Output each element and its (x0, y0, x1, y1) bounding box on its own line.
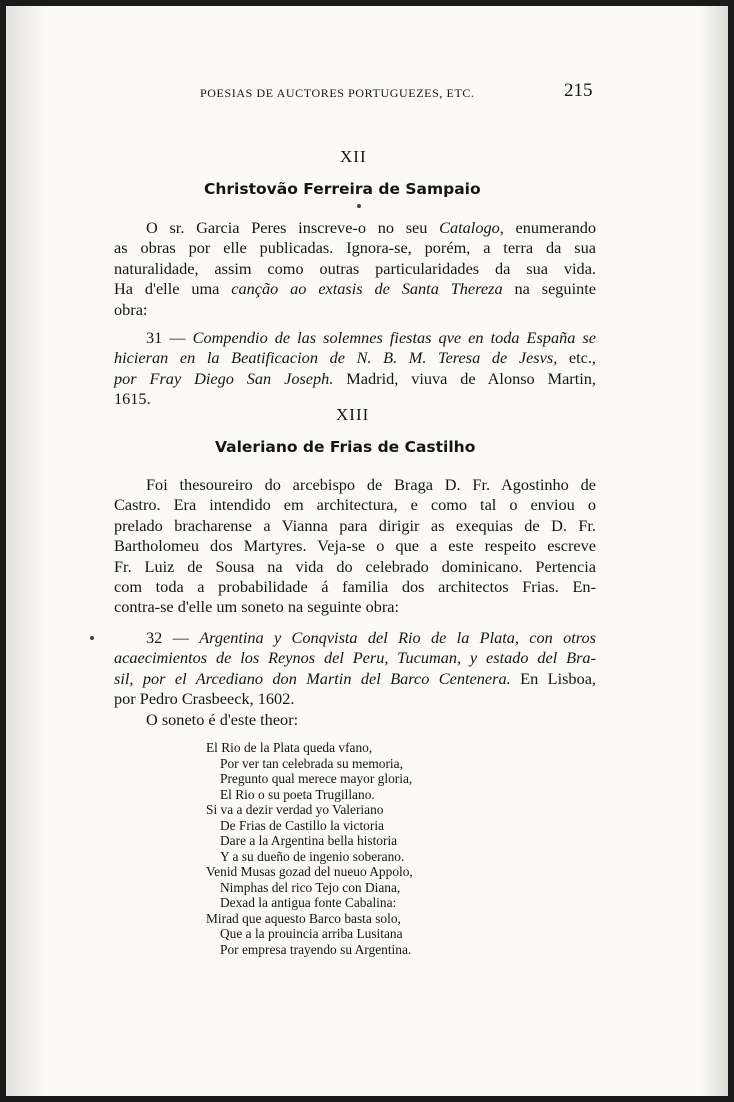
sonnet (206, 740, 413, 957)
margin-mark (90, 636, 94, 640)
sonnet-line: Mirad que aquesto Barco basta solo, (206, 910, 401, 926)
paragraph-line: obra: (114, 299, 148, 319)
section-title-sampaio: Christovão Ferreira de Sampaio (204, 180, 481, 198)
page-number: 215 (564, 80, 593, 101)
paragraph-line: Foi thesoureiro do arcebispo de Braga D. Fr. Agostinho de (146, 475, 596, 494)
sonnet-intro: O soneto é d'este theor: (146, 709, 299, 729)
paragraph-line: contra-se d'elle um soneto na seguinte obra: (114, 597, 400, 617)
section-numeral-xii: XII (340, 147, 367, 166)
sonnet-line: Si va a dezir verdad yo Valeriano (206, 802, 384, 817)
paragraph-line: Ha d'elle uma canção ao extasis de Santa Thereza na seguinte (114, 279, 596, 299)
entry-line: acaecimientos de los Reynos del Peru, Tucuman, y estado del Bra- (114, 648, 596, 668)
paragraph-line: Castro. Era intendido em architectura, e como tal o enviou o (114, 495, 596, 515)
entry-line: sil, por el Arcediano don Martin del Barco Centenera. En Lisboa, (114, 668, 597, 688)
paragraph-line: Bartholomeu dos Martyres. Veja-se o que a este respeito escreve (114, 536, 596, 556)
sonnet-line: Que a la prouincia arriba Lusitana (220, 926, 403, 941)
sonnet-line: Dexad la antigua fonte Cabalina: (220, 895, 397, 910)
book-page (6, 6, 728, 1096)
sonnet-line: Pregunto qual merece mayor gloria, (220, 771, 413, 786)
paragraph-sampaio (114, 218, 596, 320)
bibliographic-entry-31 (114, 328, 596, 410)
sonnet-line: Y a su dueño de ingenio soberano. (220, 848, 405, 864)
sonnet-line: Dare a la Argentina bella historia (220, 833, 398, 848)
running-title: POESIAS DE AUCTORES PORTUGUEZES, ETC. (200, 86, 475, 100)
paragraph-castilho (114, 475, 596, 618)
ornament-dot (357, 204, 361, 208)
section-title-castilho: Valeriano de Frias de Castilho (215, 438, 476, 456)
bibliographic-entry-32 (114, 628, 596, 730)
sonnet-line: Por ver tan celebrada su memoria, (220, 755, 403, 771)
entry-line: 31 — Compendio de las solemnes fiestas qve en toda España se (146, 328, 596, 347)
entry-line: 1615. (114, 389, 151, 409)
paragraph-line: prelado bracharense a Vianna para dirigir as exequias de D. Fr. (114, 515, 596, 535)
sonnet-line: Por empresa trayendo su Argentina. (220, 941, 412, 957)
entry-line: por Fray Diego San Joseph. Madrid, viuva de Alonso Martin, (114, 368, 596, 388)
paragraph-line: naturalidade, assim como outras particularidades da sua vida. (114, 258, 596, 278)
paragraph-line: Fr. Luiz de Sousa na vida do celebrado dominicano. Pertencia (114, 556, 596, 576)
entry-line: 32 — Argentina y Conqvista del Rio de la Plata, con otros (146, 628, 596, 647)
sonnet-line: El Rio de la Plata queda vfano, (206, 740, 373, 755)
section-numeral-xiii: XIII (336, 405, 370, 424)
sonnet-line: De Frias de Castillo la victoria (220, 817, 384, 833)
sonnet-line: El Rio o su poeta Trugillano. (220, 786, 375, 802)
paragraph-line: com toda a probabilidade á familia dos architectos Frias. En- (114, 576, 596, 596)
entry-line: por Pedro Crasbeeck, 1602. (114, 689, 295, 709)
sonnet-line: Venid Musas gozad del nueuo Appolo, (206, 864, 413, 879)
paragraph-line: O sr. Garcia Peres inscreve-o no seu Catalogo, enumerando (146, 218, 596, 237)
sonnet-line: Nimphas del rico Tejo con Diana, (220, 879, 401, 895)
paragraph-line: as obras por elle publicadas. Ignora-se, porém, a terra da sua (114, 238, 596, 258)
entry-line: hicieran en la Beatificacion de N. B. M. Teresa de Jesvs, etc., (114, 348, 597, 368)
